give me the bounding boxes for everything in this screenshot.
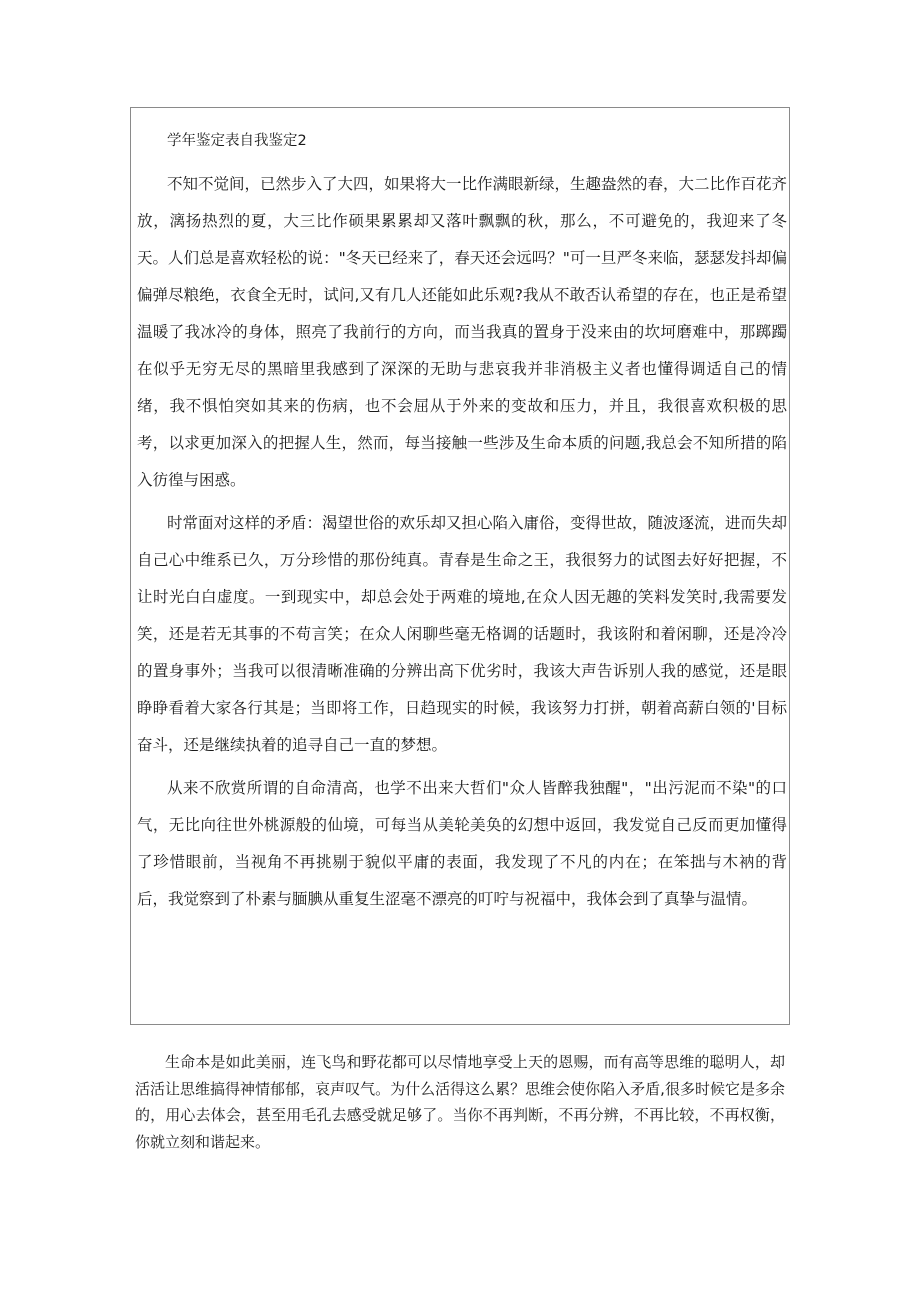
body-paragraph-2: 时常面对这样的矛盾：渴望世俗的欢乐却又担心陷入庸俗，变得世故，随波逐流，进而失却自己心中维系已久，万分珍惜的那份纯真。青春是生命之王，我很努力的试图去好好把握，不让时光白白虚度。一到现实中，却总会处于两难的境地,在众人因无趣的笑料发笑时,我需要发笑，还是若无其事的不苟言笑；在众人闲聊些毫无格调的话题时，我该附和着闲聊，还是冷冷的置身事外；当我可以很清晰准确的分辨出高下优劣时，我该大声告诉别人我的感觉，还是眼睁睁看着大家各行其是；当即将工作，日趋现实的时候，我该努力打拼，朝着高薪白领的'目标奋斗，还是继续执着的追寻自己一直的梦想。 xyxy=(137,514,788,754)
bordered-text-box xyxy=(130,107,790,1025)
body-paragraph-3: 从来不欣赏所谓的自命清高，也学不出来大哲们"众人皆醉我独醒"，"出污泥而不染"的口气，无比向往世外桃源般的仙境，可每当从美轮美奂的幻想中返回，我发觉自己反而更加懂得了珍惜眼前，当视角不再挑剔于貌似平庸的表面，我发现了不凡的内在；在笨拙与木衲的背后，我觉察到了朴素与腼腆从重复生涩毫不漂亮的叮咛与祝福中，我体会到了真挚与温情。 xyxy=(137,779,787,908)
closing-paragraph: 生命本是如此美丽，连飞鸟和野花都可以尽情地享受上天的恩赐，而有高等思维的聪明人，却活活让思维搞得神情郁郁，哀声叹气。为什么活得这么累？思维会使你陷入矛盾,很多时候它是多余的，用心去体会，甚至用毛孔去感受就足够了。当你不再判断，不再分辨，不再比较，不再权衡，你就立刻和谐起来。 xyxy=(135,1053,785,1151)
document-title: 学年鉴定表自我鉴定2 xyxy=(167,133,307,149)
body-paragraph-1: 不知不觉间，已然步入了大四，如果将大一比作满眼新绿，生趣盎然的春，大二比作百花齐放，漓扬热烈的夏，大三比作硕果累累却又落叶飘飘的秋，那么，不可避免的，我迎来了冬天。人们总是喜欢轻松的说："冬天已经来了，春天还会远吗？"可一旦严冬来临，瑟瑟发抖却偏偏弹尽粮绝，衣食全无时，试问,又有几人还能如此乐观?我从不敢否认希望的存在，也正是希望温暖了我冰冷的身体，照亮了我前行的方向，而当我真的置身于没来由的坎坷磨难中，那踯躅在似乎无穷无尽的黑暗里我感到了深深的无助与悲哀我并非消极主义者也懂得调适自己的情绪，我不惧怕突如其来的伤病，也不会屈从于外来的变故和压力，并且，我很喜欢积极的思考，以求更加深入的把握人生，然而，每当接触一些涉及生命本质的问题,我总会不知所措的陷入彷徨与困惑。 xyxy=(137,175,788,489)
